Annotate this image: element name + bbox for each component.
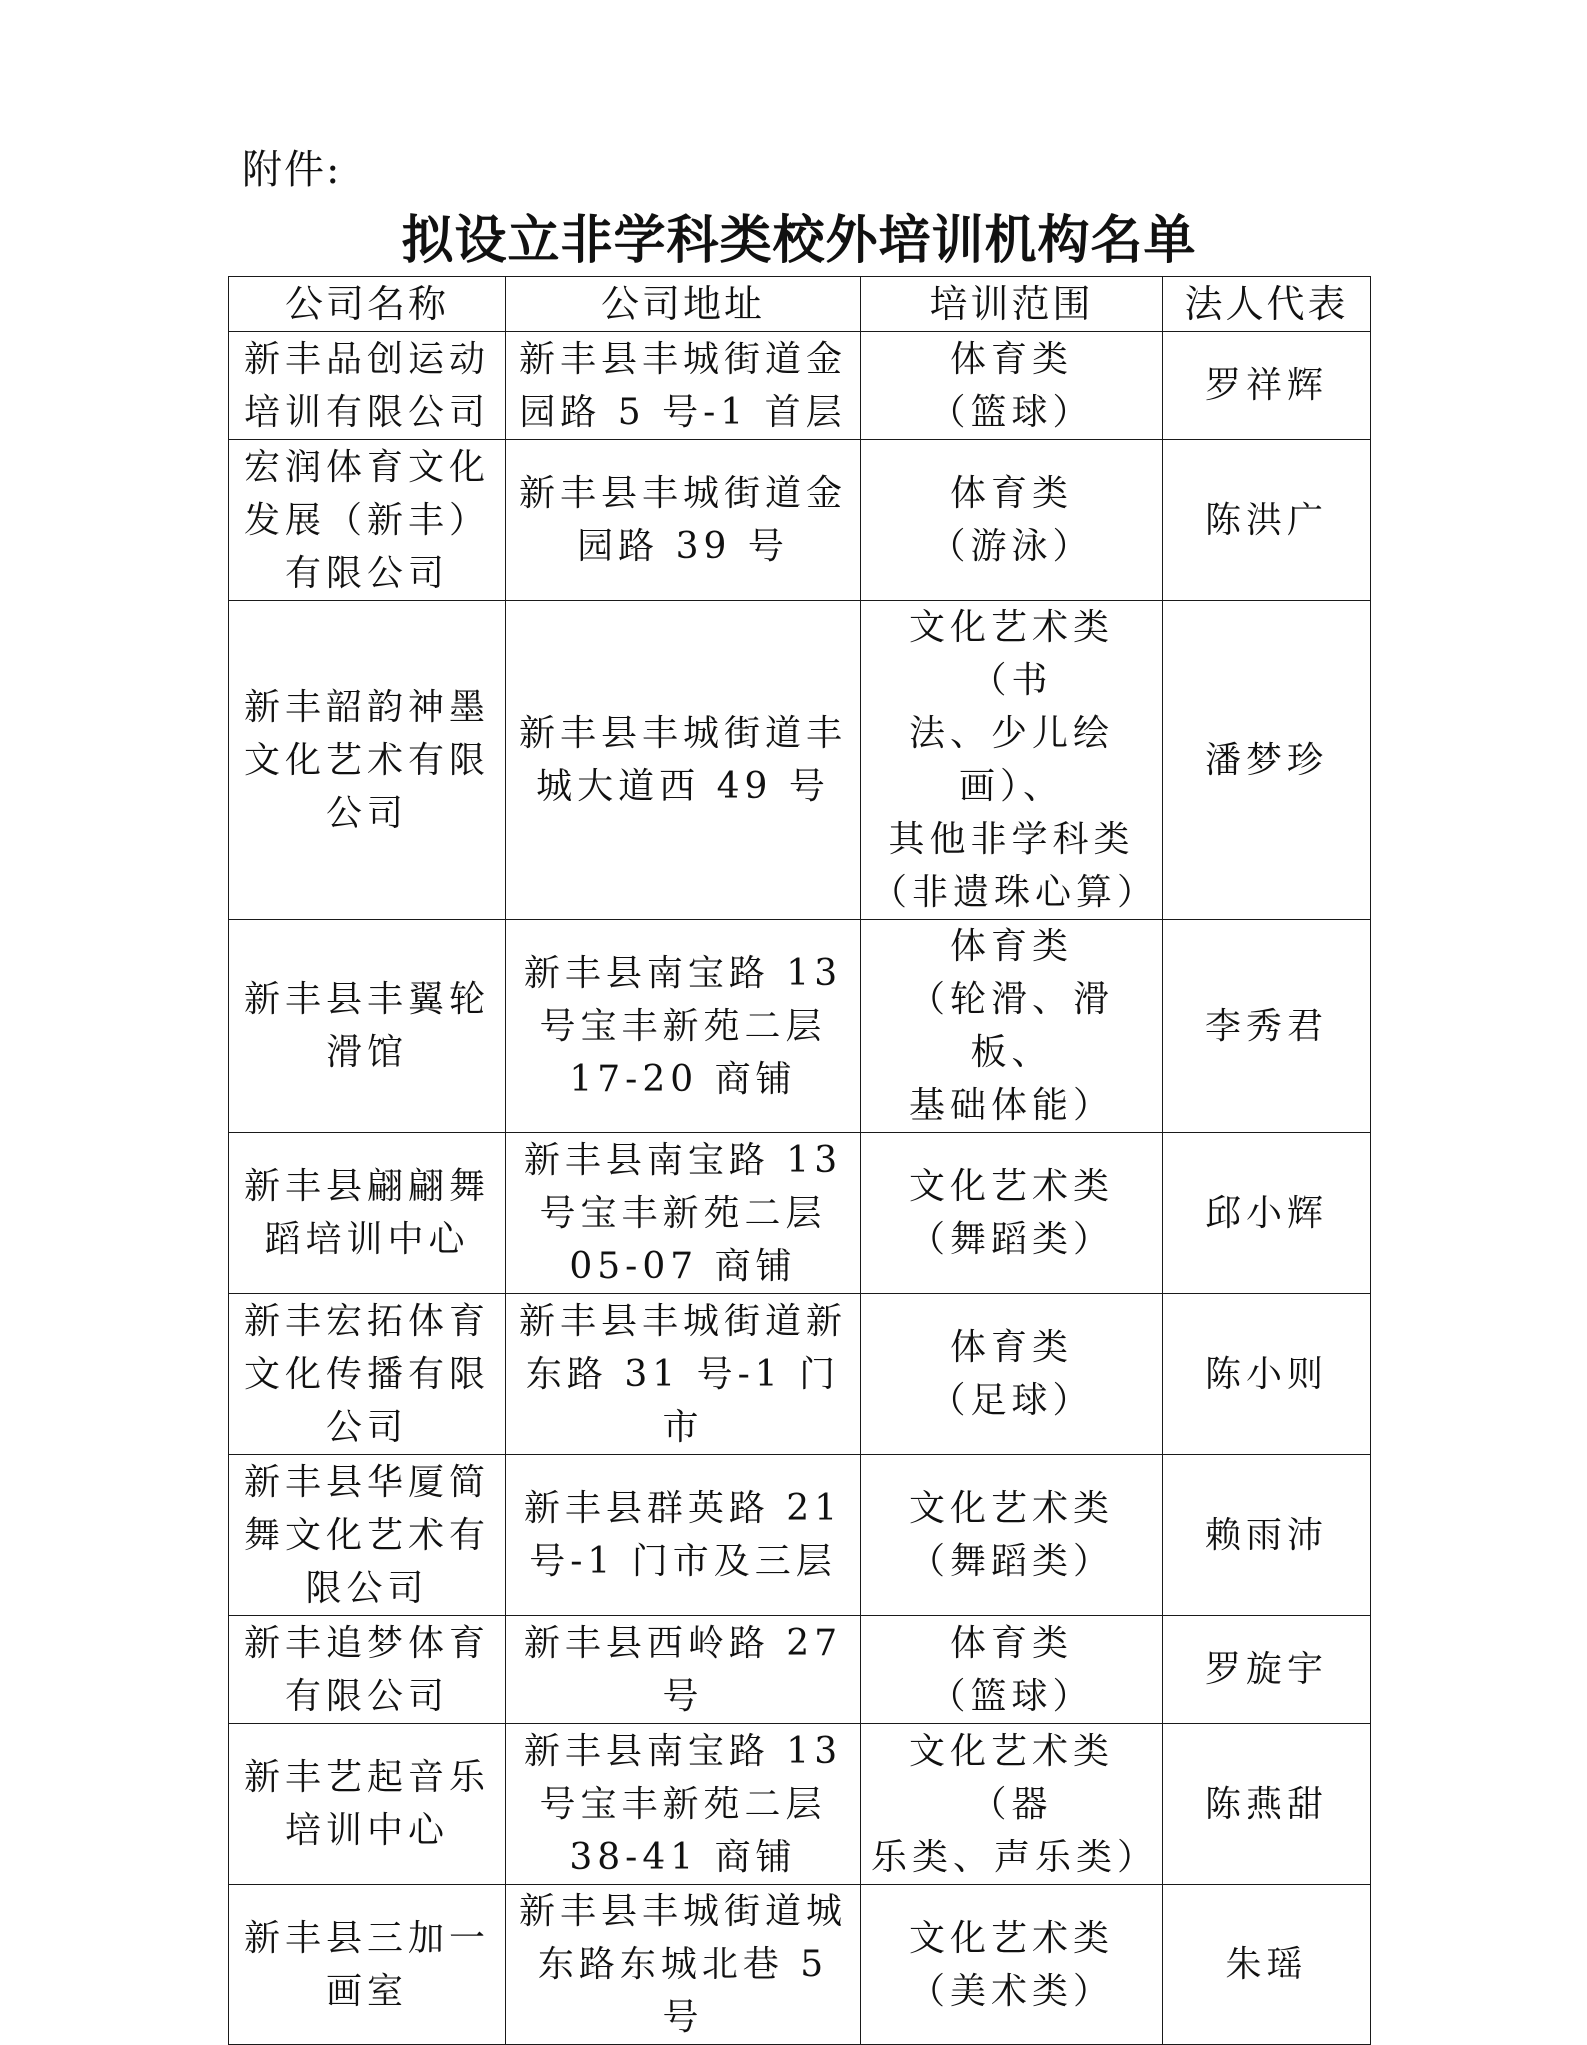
cell-company-name: 新丰县华厦简 舞文化艺术有 限公司 (229, 1455, 506, 1616)
cell-legal-representative: 陈小则 (1163, 1294, 1371, 1455)
cell-training-scope: 体育类 （游泳） (861, 440, 1163, 601)
table-row (229, 601, 1371, 920)
cell-company-address: 新丰县丰城街道金 园路 5 号-1 首层 (506, 332, 861, 440)
cell-company-name: 宏润体育文化 发展（新丰） 有限公司 (229, 440, 506, 601)
table-row (229, 440, 1371, 601)
cell-training-scope: 文化艺术类 （舞蹈类） (861, 1455, 1163, 1616)
cell-company-address: 新丰县丰城街道新 东路 31 号-1 门市 (506, 1294, 861, 1455)
cell-training-scope: 体育类 （足球） (861, 1294, 1163, 1455)
table-row (229, 1885, 1371, 2045)
cell-company-name: 新丰宏拓体育 文化传播有限 公司 (229, 1294, 506, 1455)
cell-company-name: 新丰县三加一 画室 (229, 1885, 506, 2045)
cell-company-name: 新丰韶韵神墨 文化艺术有限 公司 (229, 601, 506, 920)
cell-training-scope: 体育类 （篮球） (861, 332, 1163, 440)
table-row (229, 1133, 1371, 1294)
table-row (229, 920, 1371, 1133)
cell-legal-representative: 赖雨沛 (1163, 1455, 1371, 1616)
cell-legal-representative: 朱瑶 (1163, 1885, 1371, 2045)
header-company-address: 公司地址 (506, 277, 861, 332)
cell-training-scope: 文化艺术类 （舞蹈类） (861, 1133, 1163, 1294)
table-row (229, 1616, 1371, 1724)
table-row (229, 332, 1371, 440)
cell-company-address: 新丰县西岭路 27 号 (506, 1616, 861, 1724)
cell-company-name: 新丰艺起音乐 培训中心 (229, 1724, 506, 1885)
cell-company-address: 新丰县南宝路 13 号宝丰新苑二层 17-20 商铺 (506, 920, 861, 1133)
cell-company-address: 新丰县丰城街道城 东路东城北巷 5 号 (506, 1885, 861, 2045)
cell-company-name: 新丰县翩翩舞 蹈培训中心 (229, 1133, 506, 1294)
cell-company-name: 新丰品创运动 培训有限公司 (229, 332, 506, 440)
cell-legal-representative: 罗祥辉 (1163, 332, 1371, 440)
institution-table (228, 276, 1371, 2045)
cell-company-address: 新丰县南宝路 13 号宝丰新苑二层 05-07 商铺 (506, 1133, 861, 1294)
cell-training-scope: 体育类 （轮滑、滑板、 基础体能） (861, 920, 1163, 1133)
cell-legal-representative: 陈燕甜 (1163, 1724, 1371, 1885)
cell-training-scope: 体育类 （篮球） (861, 1616, 1163, 1724)
cell-company-address: 新丰县丰城街道金 园路 39 号 (506, 440, 861, 601)
table-row (229, 1724, 1371, 1885)
cell-legal-representative: 罗旋宇 (1163, 1616, 1371, 1724)
cell-company-address: 新丰县南宝路 13 号宝丰新苑二层 38-41 商铺 (506, 1724, 861, 1885)
cell-company-address: 新丰县群英路 21 号-1 门市及三层 (506, 1455, 861, 1616)
cell-training-scope: 文化艺术类（器 乐类、声乐类） (861, 1724, 1163, 1885)
header-training-scope: 培训范围 (861, 277, 1163, 332)
document-title: 拟设立非学科类校外培训机构名单 (401, 210, 1197, 271)
table-row (229, 1294, 1371, 1455)
table-row (229, 1455, 1371, 1616)
cell-legal-representative: 邱小辉 (1163, 1133, 1371, 1294)
cell-legal-representative: 陈洪广 (1163, 440, 1371, 601)
cell-training-scope: 文化艺术类 （美术类） (861, 1885, 1163, 2045)
cell-company-name: 新丰追梦体育 有限公司 (229, 1616, 506, 1724)
cell-company-name: 新丰县丰翼轮 滑馆 (229, 920, 506, 1133)
attachment-label: 附件: (242, 147, 342, 193)
cell-legal-representative: 李秀君 (1163, 920, 1371, 1133)
header-legal-representative: 法人代表 (1163, 277, 1371, 332)
header-company-name: 公司名称 (229, 277, 506, 332)
cell-training-scope: 文化艺术类（书 法、少儿绘画）、 其他非学科类 （非遗珠心算） (861, 601, 1163, 920)
cell-legal-representative: 潘梦珍 (1163, 601, 1371, 920)
cell-company-address: 新丰县丰城街道丰 城大道西 49 号 (506, 601, 861, 920)
table-header-row (229, 277, 1371, 332)
